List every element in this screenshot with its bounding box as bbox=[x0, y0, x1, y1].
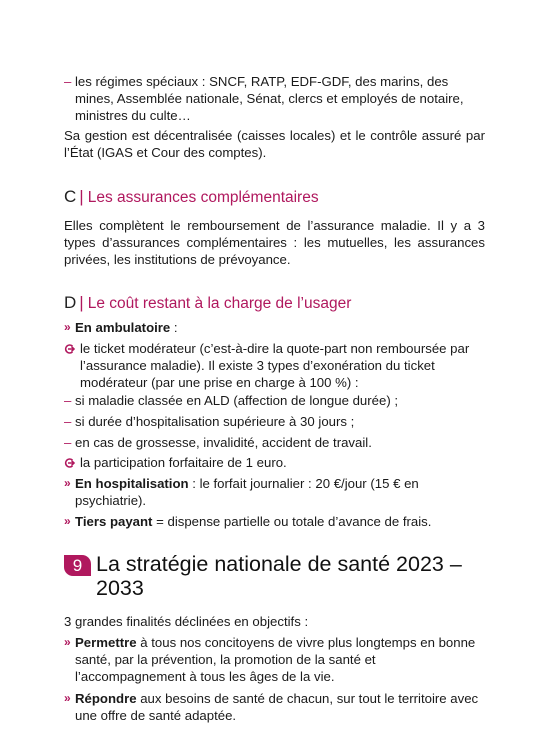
bullet-text: aux besoins de santé de chacun, sur tout le territoire avec une offre de santé adaptée. bbox=[75, 691, 479, 723]
bullet-item bbox=[64, 475, 485, 509]
dash-marker: – bbox=[64, 393, 72, 408]
list-item-text: en cas de grossesse, invalidité, accident de travail. bbox=[75, 435, 372, 450]
paragraph: 3 grandes finalités déclinées en objectifs : bbox=[64, 614, 309, 629]
bullet-item bbox=[64, 454, 485, 471]
bullet-bold: Répondre bbox=[75, 691, 137, 706]
page-content bbox=[64, 73, 485, 724]
bullet-text: le ticket modérateur (c’est-à-dire la quote-part non remboursée par l’assurance maladie). Il existe 3 types d’exonération du ticket modérateur (par une prise en charge à 100 %) : bbox=[80, 341, 470, 390]
double-chevron-icon: » bbox=[64, 320, 71, 334]
bullet-text: = dispense partielle ou totale d’avance de frais. bbox=[152, 514, 432, 529]
list-item-text: si durée d’hospitalisation supérieure à 30 jours ; bbox=[75, 414, 355, 429]
paragraph: Sa gestion est décentralisée (caisses locales) et le contrôle assuré par l’État (IGAS et Cour des comptes). bbox=[64, 128, 485, 160]
section-letter: C bbox=[64, 187, 77, 206]
chapter-title: La stratégie nationale de santé 2023 – 2033 bbox=[96, 552, 462, 600]
bullet-text: la participation forfaitaire de 1 euro. bbox=[80, 455, 287, 470]
bullet-item bbox=[64, 690, 485, 724]
list-item bbox=[64, 413, 485, 430]
section-heading-c bbox=[64, 187, 485, 208]
dash-marker: – bbox=[64, 74, 72, 89]
list-item-text: si maladie classée en ALD (affection de longue durée) ; bbox=[75, 393, 399, 408]
list-item-text: les régimes spéciaux : SNCF, RATP, EDF-GDF, des marins, des mines, Assemblée nationale, Sénat, clercs et employés de notaire, ministres du culte… bbox=[75, 74, 464, 123]
dash-marker: – bbox=[64, 435, 72, 450]
bullet-item bbox=[64, 634, 485, 685]
chapter-heading bbox=[64, 552, 485, 600]
section-title: Le coût restant à la charge de l’usager bbox=[87, 295, 352, 312]
bullet-text: à tous nos concitoyens de vivre plus longtemps en bonne santé, par la prévention, la promotion de la santé et l’accompagnement à tous les âges de la vie. bbox=[75, 635, 476, 684]
circle-arrow-icon bbox=[64, 344, 75, 354]
bullet-bold: En hospitalisation bbox=[75, 476, 189, 491]
section-bar: | bbox=[79, 293, 84, 312]
dash-marker: – bbox=[64, 414, 72, 429]
double-chevron-icon: » bbox=[64, 476, 71, 490]
list-item bbox=[64, 434, 485, 451]
list-item bbox=[64, 392, 485, 409]
section-bar: | bbox=[79, 187, 84, 206]
list-item bbox=[64, 73, 485, 124]
bullet-item bbox=[64, 340, 485, 391]
bullet-bold: Permettre bbox=[75, 635, 137, 650]
section-title: Les assurances complémentaires bbox=[87, 189, 319, 206]
section-letter: D bbox=[64, 293, 77, 312]
bullet-item bbox=[64, 319, 485, 336]
double-chevron-icon: » bbox=[64, 691, 71, 705]
chapter-number-badge: 9 bbox=[64, 555, 91, 576]
bullet-bold: Tiers payant bbox=[75, 514, 153, 529]
paragraph: Elles complètent le remboursement de l’assurance maladie. Il y a 3 types d’assurances complémentaires : les mutuelles, les assurances privées, les institutions de prévoyance. bbox=[64, 218, 485, 267]
bullet-text: : le forfait journalier : 20 €/jour (15 € en psychiatrie). bbox=[75, 476, 419, 508]
section-heading-d bbox=[64, 293, 485, 314]
circle-arrow-icon bbox=[64, 458, 75, 468]
bullet-text: : bbox=[170, 320, 178, 335]
bullet-bold: En ambulatoire bbox=[75, 320, 171, 335]
double-chevron-icon: » bbox=[64, 514, 71, 528]
double-chevron-icon: » bbox=[64, 635, 71, 649]
bullet-item bbox=[64, 513, 485, 530]
